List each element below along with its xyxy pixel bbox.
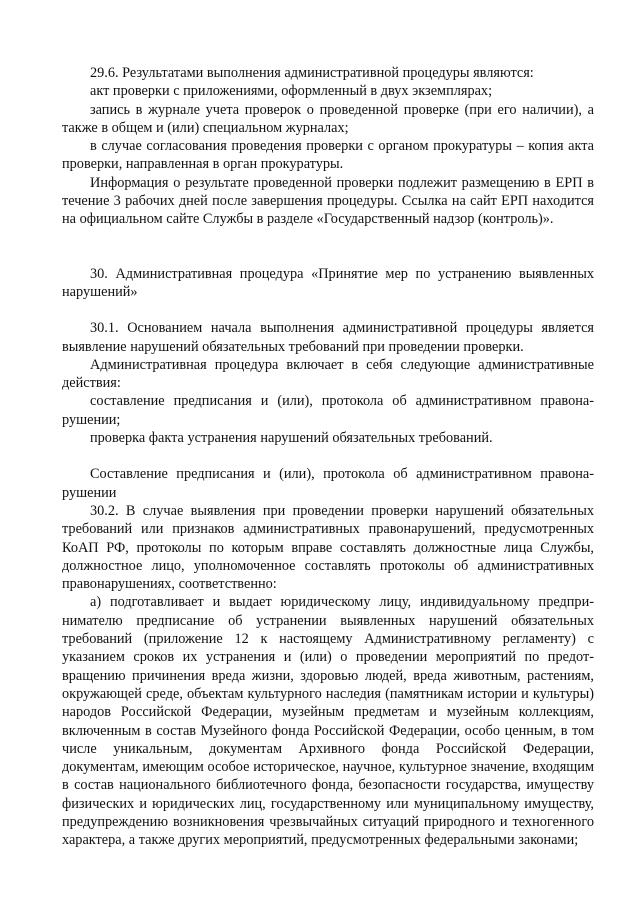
paragraph-30-2: 30.2. В случае выявления при проведении проверки нарушений обязательных требований или признаков административных правонарушений, предусмотренных КоАП РФ, протоколы по которым вправе составлять должностные лица Службы, должностное лицо, уполномоченное составлять протоколы об административных правонарушениях, соответственно: <box>62 502 594 593</box>
section-heading-30: 30. Административная процедура «Принятие мер по устранению выявленных нарушений» <box>62 265 594 300</box>
subheading-compose-order: Составление предписания и (или), протокола об административном правонарушении <box>62 466 594 501</box>
spacer <box>62 447 594 465</box>
list-item-prosecutor-copy: в случае согласования проведения проверки с органом прокуратуры – копия акта проверки, направленная в орган прокуратуры. <box>62 138 594 173</box>
paragraph-item-a: а) подготавливает и выдает юридическому лицу, индивидуальному предпринимателю предписание об устранении выявленных нарушений обязательных требований (приложение 12 к настоящему Административному регламенту) с указанием сроков их устранения и (или) о проведении мероприятий по предотвращению причинения вреда жизни, здоровью людей, вреда животным, растениям, окружающей среде, объектам культурного наследия (памятникам истории и культуры) народов Российской Федерации, музейным предметам и музейным коллекциям, включенным в состав Музейного фонда Российской Федерации, особо ценным, в том числе уникальным, документам Архивного фонда Российской Федерации, документам, имеющим особое историческое, научное, культурное значение, входящим в состав национального библиотечного фонда, безопасности государства, имуществу физических и юридических лиц, государственному или муниципальному имуществу, предупреждению возникновения чрезвычайных ситуаций природного и техногенного характера, а также других мероприятий, предусмотренных федеральными законами; <box>62 594 594 849</box>
list-item-inspection-act: акт проверки с приложениями, оформленный в двух экземплярах; <box>90 83 493 100</box>
paragraph-erp-info: Информация о результате проведенной проверки подлежит размещению в ЕРП в течение 3 рабочих дней после завершения процедуры. Ссылка на сайт ЕРП находится на официальном сайте Службы в разделе «Государственный надзор (контроль)». <box>62 174 594 228</box>
paragraph-procedure-actions: Административная процедура включает в себя следующие административные действия: <box>62 356 594 392</box>
list-item-verify-remediation: проверка факта устранения нарушений обязательных требований. <box>90 430 493 447</box>
document-body <box>62 64 594 850</box>
list-item-journal-entry: запись в журнале учета проверок о проведенной проверке (при его наличии), а также в общем и (или) специальном журналах; <box>62 101 594 136</box>
paragraph-29-6-intro: 29.6. Результатами выполнения административной процедуры являются: <box>90 65 534 81</box>
paragraph-30-1: 30.1. Основанием начала выполнения административной процедуры является выявление нарушений обязательных требований при проведении проверки. <box>62 320 594 355</box>
list-item-compose-order: составление предписания и (или), протокола об административном правонарушении; <box>62 393 594 428</box>
spacer <box>62 301 594 319</box>
spacer <box>62 229 594 265</box>
